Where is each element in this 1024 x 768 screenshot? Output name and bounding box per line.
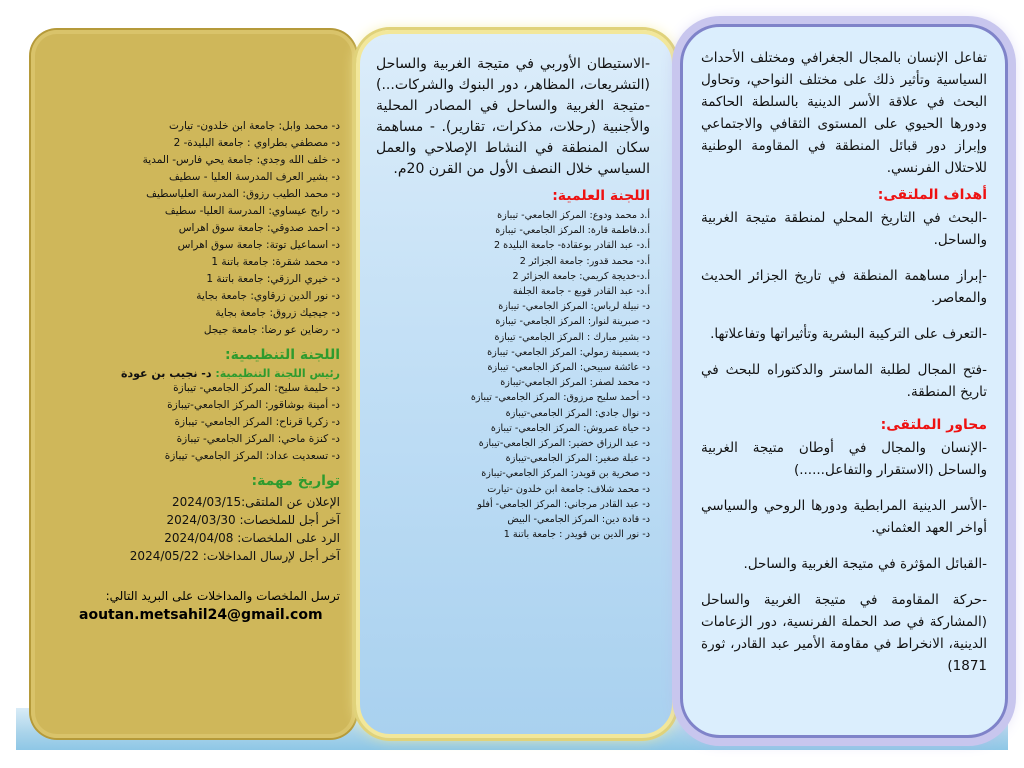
list-item: د- محمد شلاف: جامعة ابن خلدون -تيارت [487, 483, 650, 495]
date-item: آخر أجل لإرسال المداخلات: 2024/05/22 [129, 549, 340, 563]
axis-item: -حركة المقاومة في متيجة الغربية والساحل (المشاركة في صد الحملة الفرنسية، دور الزعامات الدينية، الانخراط في مقاومة الأمير عبد القادر، ثورة 1871) [701, 592, 987, 674]
list-item: د- يسمينة زمولي: المركز الجامعي- تيبازة [487, 346, 650, 358]
list-item: د- أحمد سليح مرزوق: المركز الجامعي- تيبازة [470, 392, 650, 404]
chair-name: د- نجيب بن عودة [121, 367, 216, 380]
list-item: أ.د- محمد قدور: جامعة الجزائر 2 [519, 255, 650, 267]
important-dates-heading: تواريخ مهمة: [251, 473, 340, 489]
list-item: د- خلف الله وجدي: جامعة يحي فارس- المدية [142, 154, 340, 166]
list-item: د- محمد وابل: جامعة ابن خلدون- تيارت [168, 120, 340, 132]
goal-item: -إبراز مساهمة المنطقة في تاريخ الجزائر الحديث والمعاصر. [701, 268, 987, 306]
list-item: د- اسماعيل توتة: جامعة سوق اهراس [177, 239, 340, 251]
axes-heading: محاور الملتقى: [880, 417, 987, 433]
list-item: أ.د- عبد القادر قوبع - جامعة الجلفة [512, 286, 650, 298]
scientific-committee-heading: اللجنة العلمية: [552, 188, 650, 204]
right-panel [680, 24, 1008, 738]
list-item: أ.د.فاطمة قارة: المركز الجامعي- تيبازة [495, 225, 650, 237]
axis-item: -الإنسان والمجال في أوطان متيجة الغربية والساحل (الاستقرار والتفاعل......) [701, 440, 987, 478]
list-item: د- بشير مبارك : المركز الجامعي- تيبازة [494, 331, 650, 343]
list-item: د- حياة عمروش: المركز الجامعي- تيبازة [490, 422, 650, 434]
list-item: د- خيري الرزقي: جامعة باتنة 1 [206, 273, 340, 285]
list-item: د- بشير العرف المدرسة العليا - سطيف [168, 171, 340, 183]
list-item: د- قادة دين: المركز الجامعي- البيض [507, 514, 650, 526]
goal-item: -فتح المجال لطلبة الماستر والدكتوراه للبحث في تاريخ المنطقة. [701, 362, 987, 400]
date-item: الرد على الملخصات: 2024/04/08 [164, 531, 340, 545]
scientific-committee-list [376, 208, 650, 542]
axes-continued-text: -الاستيطان الأوربي في متيجة الغربية والساحل (التشريعات، المظاهر، دور البنوك والشركات...) -متيجة الغربية والساحل في المصادر المحلية والأجنبية (رحلات، مذكرات، تقارير). - مساهمة سكان المنطقة في النشاط الإصلاحي والعمل السياسي خلال النصف الأول من القرن 20م. [376, 56, 650, 177]
list-item: د- زكريا قرناح: المركز الجامعي- تيبازة [174, 416, 340, 428]
list-item: د- رابح عيساوي: المدرسة العليا- سطيف [164, 205, 340, 217]
axis-item: -الأسر الدينية المرابطية ودورها الروحي والسياسي أواخر العهد العثماني. [701, 498, 987, 536]
list-item: د- عبد القادر مرجاني: المركز الجامعي- أفلو [477, 498, 650, 510]
left-panel [31, 30, 356, 738]
middle-panel [356, 30, 676, 738]
list-item: أ.د محمد ودوع: المركز الجامعي- تيبازة [497, 210, 650, 221]
axis-item: -القبائل المؤثرة في متيجة الغربية والساحل. [743, 556, 987, 572]
important-dates-list [45, 493, 340, 565]
list-item: د- نبيلة لرباس: المركز الجامعي- تيبازة [498, 301, 650, 313]
list-item: د- محمد شقرة: جامعة باتنة 1 [211, 256, 340, 268]
list-item: د- كنزة ماحي: المركز الجامعي- تيبازة [176, 433, 340, 445]
list-item: د- عبد الرزاق خضير: المركز الجامعي-تيبازة [478, 438, 650, 450]
organizing-committee-heading: اللجنة التنظيمية: [225, 347, 340, 363]
list-item: د- محمد الطيب رزوق: المدرسة العلياسطيف [146, 188, 340, 200]
intro-text: تفاعل الإنسان بالمجال الجغرافي ومختلف الأحداث السياسية وتأثير ذلك على مختلف النواحي، وتحاول البحث في علاقة الأسر الدينية بالسلطة الحاكمة ودورها الحيوي على المستوى الثقافي والاجتماعي وإبراز دور قبائل المنطقة في المقاومة الوطنية للاحتلال الفرنسي. [701, 50, 987, 176]
committee-continued-list [45, 118, 340, 339]
list-item: أ.د-خديجة كريمي: جامعة الجزائر 2 [512, 270, 650, 282]
list-item: د- نوال جادي: المركز الجامعي-تيبازة [505, 407, 650, 419]
organizing-committee-list [45, 380, 340, 465]
list-item: د- محمد لصفر: المركز الجامعي-تيبازة [500, 377, 650, 389]
list-item: د- رضاين عو رضا: جامعة جيجل [203, 324, 340, 336]
list-item: د- صخرية بن قويدر: المركز الجامعي-تيبازة [481, 468, 650, 480]
goal-item: -التعرف على التركيبة البشرية وتأثيراتها وتفاعلاتها. [710, 326, 987, 342]
date-item: الإعلان عن الملتقى:2024/03/15 [171, 495, 340, 509]
list-item: د- نور الدين بن قويدر : جامعة باتنة 1 [503, 529, 650, 541]
email-label: ترسل الملخصات والمداخلات على البريد التالي: [105, 589, 340, 603]
list-item: د- احمد صدوقي: جامعة سوق اهراس [178, 222, 340, 234]
list-item: د- صبرينة لنوار: المركز الجامعي- تيبازة [495, 316, 650, 328]
goals-heading: أهداف الملتقى: [877, 187, 987, 203]
goal-item: -البحث في التاريخ المحلي لمنطقة متيجة الغربية والساحل. [701, 210, 987, 248]
date-item: آخر أجل للملخصات: 2024/03/30 [166, 513, 340, 527]
list-item: د- جيجيك زروق: جامعة بجاية [215, 307, 340, 319]
list-item: د- حليمة سليح: المركز الجامعي- تيبازة [173, 382, 340, 394]
organizing-committee-chair [45, 367, 340, 380]
list-item: د- عائشة سبيحي: المركز الجامعي- تيبازة [487, 362, 650, 374]
list-item: د- مصطفي بطراوي : جامعة البليدة- 2 [173, 137, 340, 149]
list-item: أ.د- عبد القادر بوعقادة- جامعة البليدة 2 [493, 240, 650, 252]
list-item: د- تسعديت عداد: المركز الجامعي- تيبازة [164, 450, 340, 462]
list-item: د- أمينة بوشاقور: المركز الجامعي-تيبازة [167, 399, 340, 411]
chair-label: رئيس اللجنة التنظيمية: [215, 367, 340, 380]
list-item: د- عبلة صغير: المركز الجامعي-تيبازة [505, 453, 650, 465]
list-item: د- نور الدين زرقاوي: جامعة بجاية [196, 290, 340, 302]
contact-email[interactable]: aoutan.metsahil24@gmail.com [79, 607, 323, 623]
